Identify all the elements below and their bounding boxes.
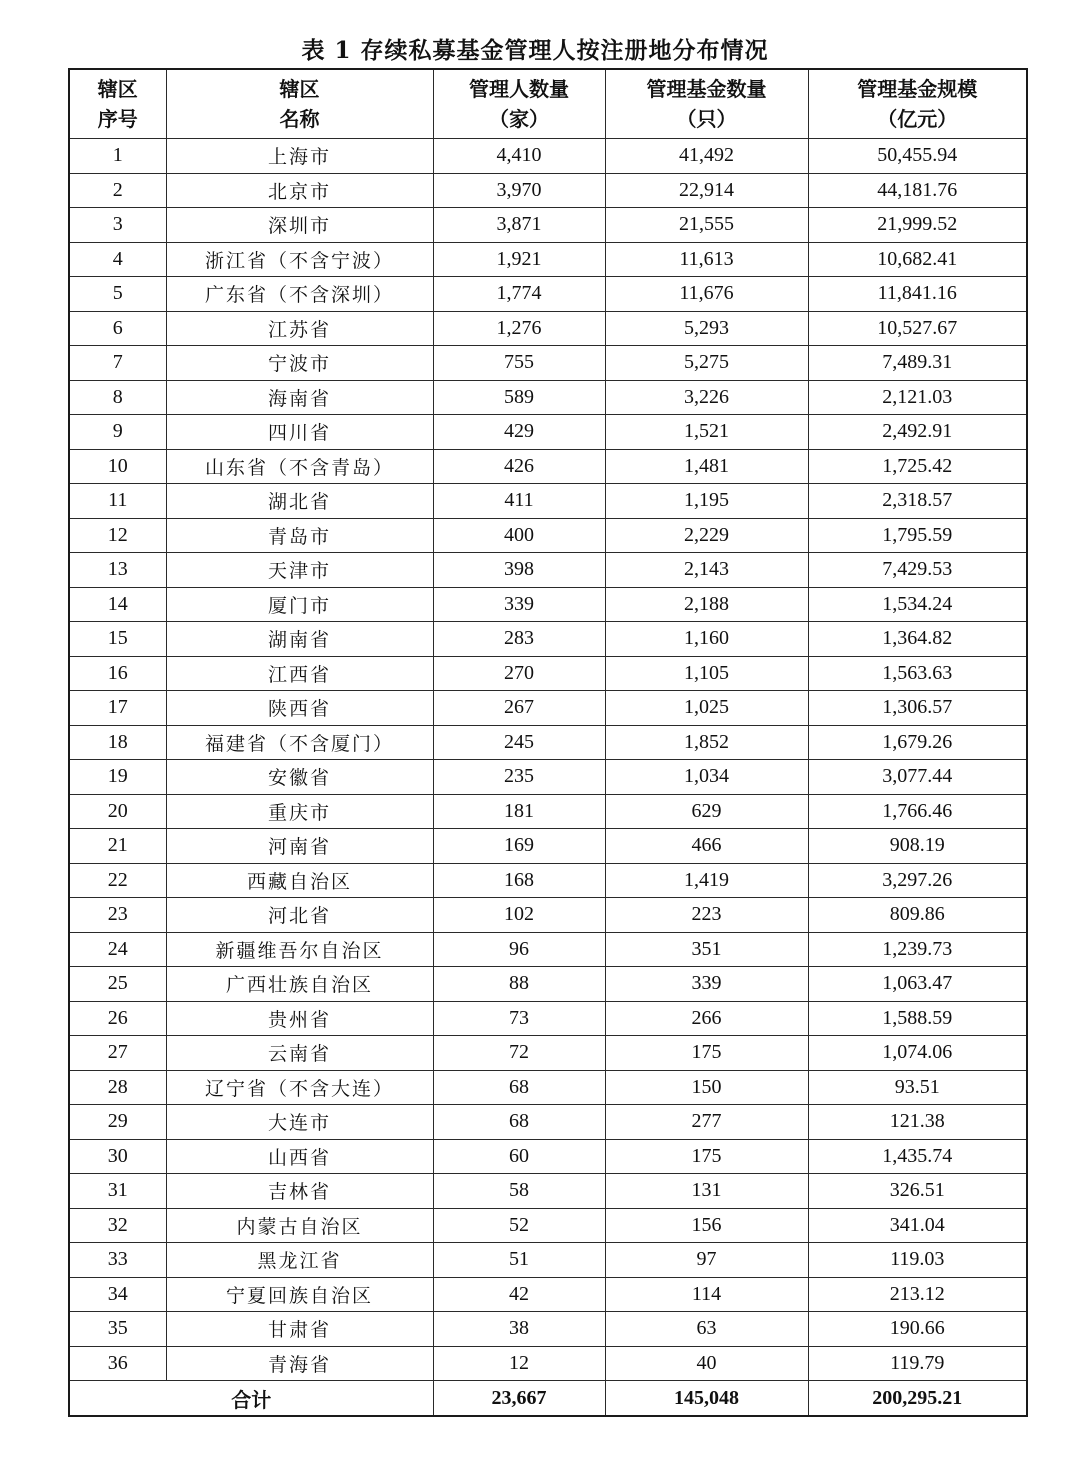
table-row [69,208,1027,243]
header-funds-line1: 管理基金数量 [646,77,767,101]
cell-seq: 23 [69,898,166,933]
cell-fund-count: 1,034 [605,760,808,795]
cell-manager-count: 398 [433,553,605,588]
cell-fund-count: 63 [605,1312,808,1347]
header-managers [433,69,605,139]
cell-region-name: 宁夏回族自治区 [166,1277,433,1312]
cell-fund-scale: 10,527.67 [808,311,1027,346]
header-name-line2: 名称 [279,107,320,131]
cell-fund-count: 40 [605,1346,808,1381]
table-row [69,1346,1027,1381]
cell-manager-count: 429 [433,415,605,450]
cell-manager-count: 283 [433,622,605,657]
cell-fund-count: 2,188 [605,587,808,622]
cell-region-name: 四川省 [166,415,433,450]
cell-fund-count: 1,195 [605,484,808,519]
header-scale [808,69,1027,139]
cell-seq: 26 [69,1001,166,1036]
cell-manager-count: 1,921 [433,242,605,277]
cell-seq: 34 [69,1277,166,1312]
cell-region-name: 辽宁省（不含大连） [166,1070,433,1105]
cell-manager-count: 3,871 [433,208,605,243]
cell-fund-count: 1,105 [605,656,808,691]
cell-fund-count: 1,481 [605,449,808,484]
cell-fund-count: 5,293 [605,311,808,346]
cell-manager-count: 411 [433,484,605,519]
cell-region-name: 河南省 [166,829,433,864]
cell-fund-count: 131 [605,1174,808,1209]
cell-region-name: 青海省 [166,1346,433,1381]
cell-seq: 7 [69,346,166,381]
table-row [69,1174,1027,1209]
cell-fund-count: 266 [605,1001,808,1036]
table-row [69,415,1027,450]
cell-fund-count: 2,143 [605,553,808,588]
cell-fund-count: 1,025 [605,691,808,726]
cell-region-name: 深圳市 [166,208,433,243]
table-row [69,1277,1027,1312]
cell-region-name: 安徽省 [166,760,433,795]
cell-manager-count: 88 [433,967,605,1002]
table-row [69,794,1027,829]
cell-fund-scale: 1,435.74 [808,1139,1027,1174]
cell-fund-count: 223 [605,898,808,933]
cell-region-name: 新疆维吾尔自治区 [166,932,433,967]
table-row [69,484,1027,519]
table-row [69,242,1027,277]
cell-manager-count: 12 [433,1346,605,1381]
table-row [69,1312,1027,1347]
cell-fund-scale: 119.03 [808,1243,1027,1278]
cell-fund-scale: 11,841.16 [808,277,1027,312]
cell-fund-count: 156 [605,1208,808,1243]
table-row [69,967,1027,1002]
cell-region-name: 海南省 [166,380,433,415]
table-row [69,1036,1027,1071]
cell-region-name: 江苏省 [166,311,433,346]
cell-region-name: 甘肃省 [166,1312,433,1347]
table-row [69,932,1027,967]
cell-manager-count: 1,276 [433,311,605,346]
total-label: 合计 [69,1381,433,1417]
cell-manager-count: 42 [433,1277,605,1312]
cell-fund-scale: 10,682.41 [808,242,1027,277]
cell-manager-count: 1,774 [433,277,605,312]
table-row [69,277,1027,312]
cell-fund-count: 11,613 [605,242,808,277]
table-row [69,760,1027,795]
cell-fund-count: 5,275 [605,346,808,381]
cell-fund-count: 21,555 [605,208,808,243]
cell-region-name: 云南省 [166,1036,433,1071]
cell-region-name: 江西省 [166,656,433,691]
table-row [69,380,1027,415]
cell-seq: 5 [69,277,166,312]
cell-seq: 30 [69,1139,166,1174]
cell-fund-count: 277 [605,1105,808,1140]
cell-manager-count: 96 [433,932,605,967]
cell-seq: 33 [69,1243,166,1278]
cell-seq: 32 [69,1208,166,1243]
cell-fund-scale: 1,074.06 [808,1036,1027,1071]
cell-seq: 25 [69,967,166,1002]
cell-fund-scale: 119.79 [808,1346,1027,1381]
cell-region-name: 天津市 [166,553,433,588]
cell-region-name: 重庆市 [166,794,433,829]
cell-manager-count: 400 [433,518,605,553]
cell-manager-count: 4,410 [433,139,605,174]
total-scale: 200,295.21 [808,1381,1027,1417]
cell-fund-scale: 326.51 [808,1174,1027,1209]
cell-seq: 17 [69,691,166,726]
cell-manager-count: 72 [433,1036,605,1071]
header-row [69,69,1027,139]
header-name [166,69,433,139]
cell-fund-count: 3,226 [605,380,808,415]
cell-seq: 16 [69,656,166,691]
cell-fund-scale: 213.12 [808,1277,1027,1312]
cell-manager-count: 181 [433,794,605,829]
cell-region-name: 山西省 [166,1139,433,1174]
cell-manager-count: 589 [433,380,605,415]
table-row [69,553,1027,588]
cell-region-name: 河北省 [166,898,433,933]
cell-region-name: 上海市 [166,139,433,174]
cell-region-name: 吉林省 [166,1174,433,1209]
cell-region-name: 黑龙江省 [166,1243,433,1278]
cell-seq: 22 [69,863,166,898]
table-row [69,829,1027,864]
cell-seq: 31 [69,1174,166,1209]
cell-manager-count: 169 [433,829,605,864]
cell-fund-scale: 1,766.46 [808,794,1027,829]
cell-fund-scale: 2,492.91 [808,415,1027,450]
cell-region-name: 北京市 [166,173,433,208]
cell-region-name: 福建省（不含厦门） [166,725,433,760]
cell-fund-scale: 1,679.26 [808,725,1027,760]
table-row [69,691,1027,726]
cell-manager-count: 58 [433,1174,605,1209]
table-row [69,173,1027,208]
table-row [69,1243,1027,1278]
cell-seq: 6 [69,311,166,346]
header-funds-line2: （只） [676,107,737,131]
cell-fund-count: 22,914 [605,173,808,208]
cell-region-name: 宁波市 [166,346,433,381]
cell-region-name: 贵州省 [166,1001,433,1036]
cell-seq: 12 [69,518,166,553]
cell-manager-count: 426 [433,449,605,484]
cell-fund-scale: 121.38 [808,1105,1027,1140]
cell-fund-scale: 3,297.26 [808,863,1027,898]
cell-manager-count: 339 [433,587,605,622]
cell-region-name: 内蒙古自治区 [166,1208,433,1243]
cell-region-name: 厦门市 [166,587,433,622]
header-seq-line2: 序号 [97,107,138,131]
cell-region-name: 湖北省 [166,484,433,519]
total-row [69,1381,1027,1417]
cell-fund-count: 1,521 [605,415,808,450]
table-row [69,346,1027,381]
cell-manager-count: 68 [433,1105,605,1140]
cell-seq: 8 [69,380,166,415]
cell-fund-count: 1,419 [605,863,808,898]
cell-seq: 18 [69,725,166,760]
cell-fund-count: 2,229 [605,518,808,553]
cell-region-name: 浙江省（不含宁波） [166,242,433,277]
cell-fund-count: 351 [605,932,808,967]
cell-fund-scale: 7,489.31 [808,346,1027,381]
header-funds [605,69,808,139]
cell-manager-count: 755 [433,346,605,381]
table-row [69,139,1027,174]
total-funds: 145,048 [605,1381,808,1417]
header-managers-line1: 管理人数量 [469,77,569,101]
cell-seq: 36 [69,1346,166,1381]
table-row [69,898,1027,933]
cell-fund-scale: 341.04 [808,1208,1027,1243]
cell-region-name: 陕西省 [166,691,433,726]
cell-seq: 2 [69,173,166,208]
cell-fund-count: 97 [605,1243,808,1278]
cell-seq: 24 [69,932,166,967]
cell-fund-scale: 1,364.82 [808,622,1027,657]
cell-fund-count: 1,160 [605,622,808,657]
cell-fund-count: 466 [605,829,808,864]
cell-manager-count: 51 [433,1243,605,1278]
cell-seq: 15 [69,622,166,657]
cell-region-name: 西藏自治区 [166,863,433,898]
cell-fund-scale: 2,318.57 [808,484,1027,519]
table-row [69,518,1027,553]
cell-seq: 10 [69,449,166,484]
header-name-line1: 辖区 [279,77,320,101]
table-row [69,587,1027,622]
cell-manager-count: 102 [433,898,605,933]
table-body [69,139,1027,1381]
cell-fund-scale: 908.19 [808,829,1027,864]
cell-manager-count: 168 [433,863,605,898]
cell-seq: 11 [69,484,166,519]
cell-fund-count: 11,676 [605,277,808,312]
cell-seq: 29 [69,1105,166,1140]
cell-fund-scale: 7,429.53 [808,553,1027,588]
cell-seq: 27 [69,1036,166,1071]
header-seq [69,69,166,139]
cell-fund-scale: 44,181.76 [808,173,1027,208]
header-seq-line1: 辖区 [97,77,138,101]
cell-fund-count: 114 [605,1277,808,1312]
total-managers: 23,667 [433,1381,605,1417]
table-row [69,449,1027,484]
cell-seq: 1 [69,139,166,174]
cell-seq: 9 [69,415,166,450]
cell-fund-scale: 3,077.44 [808,760,1027,795]
cell-fund-scale: 1,795.59 [808,518,1027,553]
cell-seq: 3 [69,208,166,243]
cell-seq: 13 [69,553,166,588]
table-row [69,1105,1027,1140]
cell-seq: 28 [69,1070,166,1105]
cell-seq: 19 [69,760,166,795]
cell-fund-scale: 809.86 [808,898,1027,933]
cell-region-name: 广东省（不含深圳） [166,277,433,312]
cell-fund-scale: 1,239.73 [808,932,1027,967]
cell-region-name: 山东省（不含青岛） [166,449,433,484]
cell-region-name: 青岛市 [166,518,433,553]
cell-manager-count: 73 [433,1001,605,1036]
header-scale-line1: 管理基金规模 [857,77,978,101]
cell-fund-scale: 1,534.24 [808,587,1027,622]
cell-seq: 21 [69,829,166,864]
cell-manager-count: 245 [433,725,605,760]
cell-fund-scale: 190.66 [808,1312,1027,1347]
registration-distribution-table [68,68,1028,1417]
cell-fund-scale: 1,063.47 [808,967,1027,1002]
cell-fund-count: 175 [605,1139,808,1174]
cell-manager-count: 60 [433,1139,605,1174]
cell-fund-scale: 93.51 [808,1070,1027,1105]
cell-manager-count: 270 [433,656,605,691]
cell-fund-count: 1,852 [605,725,808,760]
header-scale-line2: （亿元） [877,107,958,131]
cell-manager-count: 235 [433,760,605,795]
cell-seq: 4 [69,242,166,277]
header-managers-line2: （家） [489,107,549,131]
cell-fund-scale: 1,588.59 [808,1001,1027,1036]
cell-fund-scale: 2,121.03 [808,380,1027,415]
cell-region-name: 湖南省 [166,622,433,657]
table-row [69,1208,1027,1243]
cell-fund-count: 175 [605,1036,808,1071]
table-title: 表 1 存续私募基金管理人按注册地分布情况 [301,37,769,64]
cell-region-name: 大连市 [166,1105,433,1140]
table-row [69,1070,1027,1105]
table-row [69,311,1027,346]
table-row [69,622,1027,657]
table-row [69,863,1027,898]
cell-fund-count: 41,492 [605,139,808,174]
cell-fund-scale: 1,306.57 [808,691,1027,726]
table-row [69,1001,1027,1036]
cell-fund-count: 629 [605,794,808,829]
cell-manager-count: 38 [433,1312,605,1347]
cell-fund-scale: 1,725.42 [808,449,1027,484]
cell-seq: 20 [69,794,166,829]
cell-manager-count: 52 [433,1208,605,1243]
cell-fund-scale: 1,563.63 [808,656,1027,691]
cell-fund-scale: 50,455.94 [808,139,1027,174]
cell-seq: 35 [69,1312,166,1347]
table-row [69,725,1027,760]
cell-fund-count: 339 [605,967,808,1002]
cell-fund-scale: 21,999.52 [808,208,1027,243]
cell-manager-count: 3,970 [433,173,605,208]
cell-manager-count: 267 [433,691,605,726]
cell-region-name: 广西壮族自治区 [166,967,433,1002]
table-row [69,656,1027,691]
cell-fund-count: 150 [605,1070,808,1105]
cell-manager-count: 68 [433,1070,605,1105]
table-row [69,1139,1027,1174]
cell-seq: 14 [69,587,166,622]
